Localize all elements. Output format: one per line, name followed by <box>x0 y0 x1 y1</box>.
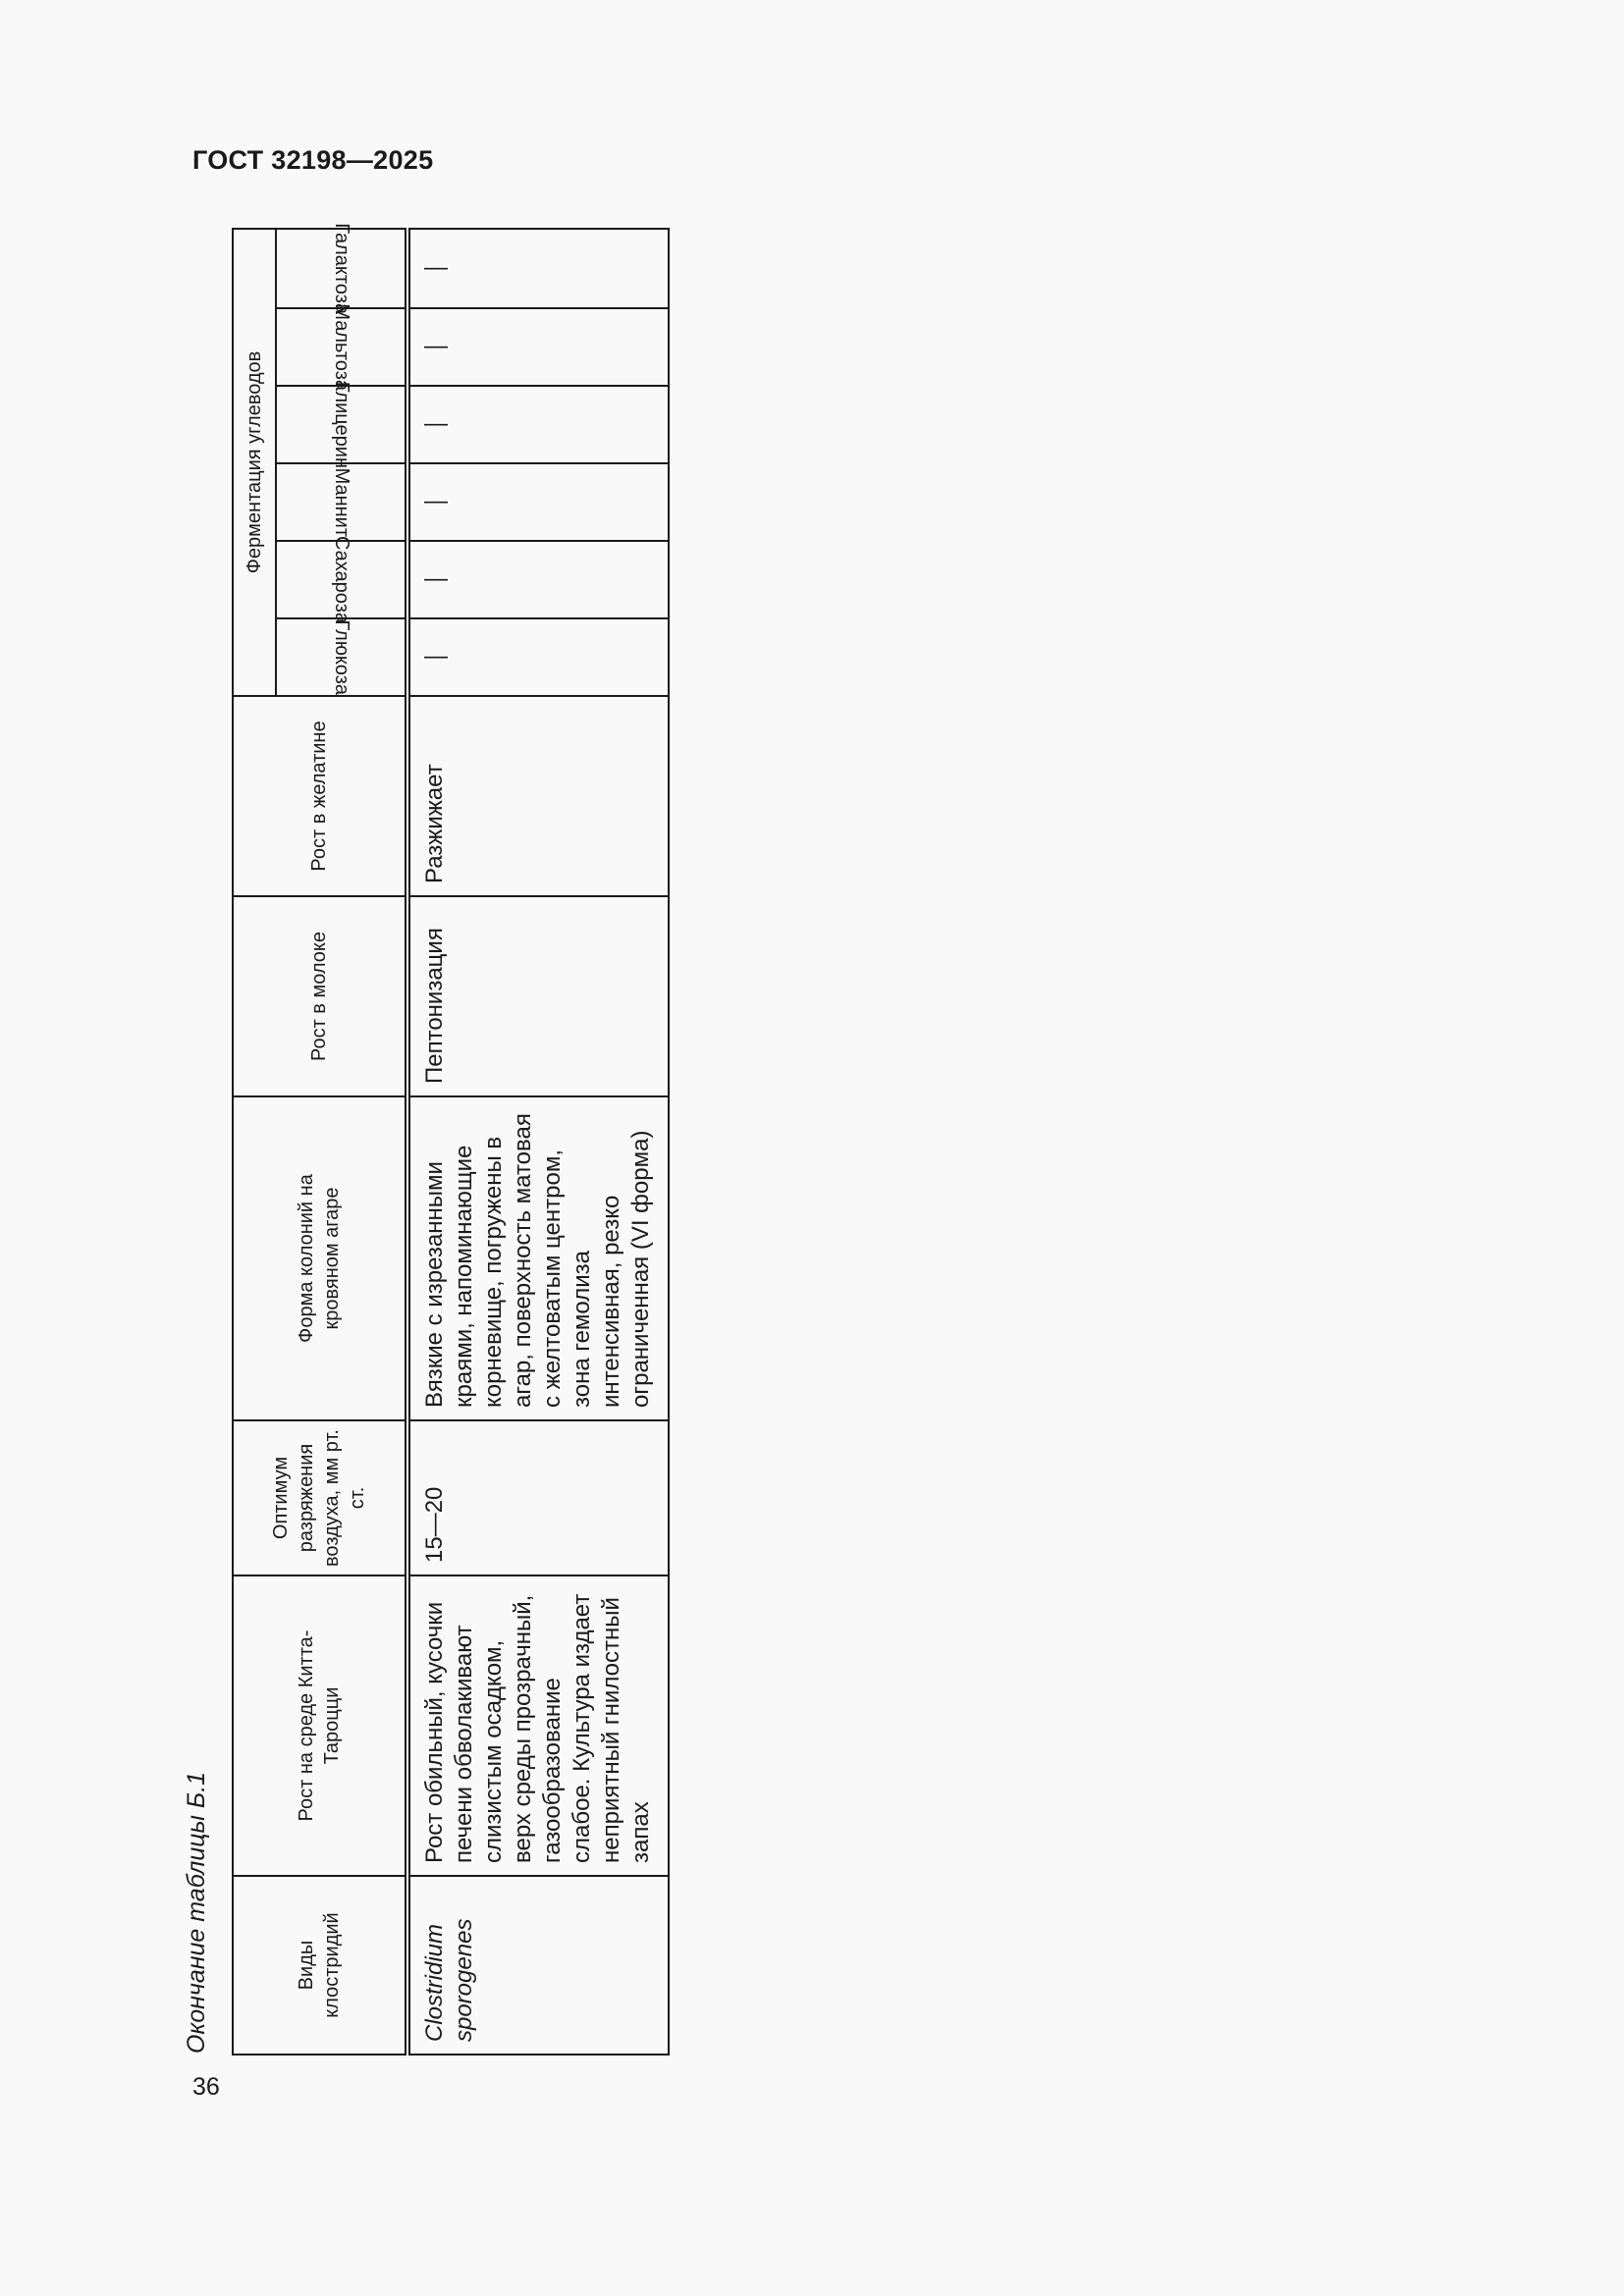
cell-kitt-tarozzi-text: Рост обильный, кусочки печени обволакивают слизистым осадком, верх среды прозрачный, газообразование слабое. Культура издает неприятный гнилостный запах <box>421 1593 654 1863</box>
cell-sucrose <box>407 541 669 618</box>
header-fermentation-group <box>233 229 276 696</box>
document-header: ГОСТ 32198—2025 <box>192 145 434 175</box>
cell-glucose <box>407 618 669 696</box>
header-galactose-text: Галактоза <box>330 223 352 314</box>
header-maltose-text: Мальтоза <box>330 303 352 391</box>
table-b1-end <box>232 223 670 2056</box>
cell-vacuum <box>407 1420 669 1575</box>
header-milk-text: Рост в молоке <box>308 931 330 1062</box>
cell-glucose-value: — <box>424 643 448 670</box>
cell-maltose-value: — <box>424 333 448 360</box>
cell-vacuum-text: 15—20 <box>421 1486 448 1563</box>
header-milk <box>233 896 407 1096</box>
header-sucrose-text: Сахароза <box>330 535 352 623</box>
cell-gelatin <box>407 696 669 896</box>
cell-glycerol <box>407 386 669 463</box>
cell-mannitol <box>407 463 669 541</box>
table-row <box>407 229 669 2055</box>
cell-colony-form <box>407 1096 669 1420</box>
header-fermentation-group-text: Ферментация углеводов <box>244 350 265 574</box>
clostridia-table <box>232 223 662 2056</box>
cell-species-text: Clostridium sporogenes <box>421 1918 477 2042</box>
cell-galactose <box>407 229 669 308</box>
page-number: 36 <box>192 2073 220 2101</box>
header-mannitol <box>276 463 407 541</box>
header-sucrose <box>276 535 407 623</box>
cell-galactose-value: — <box>424 254 448 282</box>
cell-maltose <box>407 308 669 386</box>
header-galactose <box>276 223 407 314</box>
cell-glycerol-value: — <box>424 410 448 438</box>
header-colony-form <box>233 1096 407 1420</box>
cell-mannitol-value: — <box>424 488 448 515</box>
cell-milk-text: Пептонизация <box>421 928 448 1084</box>
header-species <box>233 1876 407 2055</box>
header-mannitol-text: Маннит <box>330 467 352 537</box>
header-kitt-tarozzi-text: Рост на среде Китта-Тароцци <box>296 1629 343 1822</box>
table-caption-text: Окончание таблицы Б.1 <box>183 1772 210 2054</box>
cell-milk <box>407 896 669 1096</box>
cell-sucrose-value: — <box>424 565 448 593</box>
header-colony-form-text: Форма колоний на кровяном агаре <box>296 1174 343 1343</box>
cell-colony-form-text: Вязкие с изрезанными краями, напоминающие корневище, погружены в агар, поверхность матовая с желтоватым центром, зона гемолиза интенсивная, резко ограниченная (VI форма) <box>421 1113 654 1408</box>
header-gelatin <box>233 696 407 896</box>
cell-kitt-tarozzi <box>407 1575 669 1876</box>
header-glucose <box>276 618 407 696</box>
header-vacuum <box>233 1420 407 1575</box>
header-kitt-tarozzi <box>233 1575 407 1876</box>
header-glucose-text: Глюкоза <box>330 619 352 695</box>
header-glycerol <box>276 381 407 468</box>
cell-gelatin-text: Разжижает <box>421 764 448 883</box>
header-glycerol-text: Глицерин <box>330 381 352 468</box>
header-species-text: Виды клостридий <box>296 1912 343 2018</box>
header-vacuum-text: Оптимум разряжения воздуха, мм рт. ст. <box>270 1429 368 1567</box>
header-gelatin-text: Рост в желатине <box>308 721 330 872</box>
cell-species <box>407 1876 669 2055</box>
header-maltose <box>276 303 407 391</box>
